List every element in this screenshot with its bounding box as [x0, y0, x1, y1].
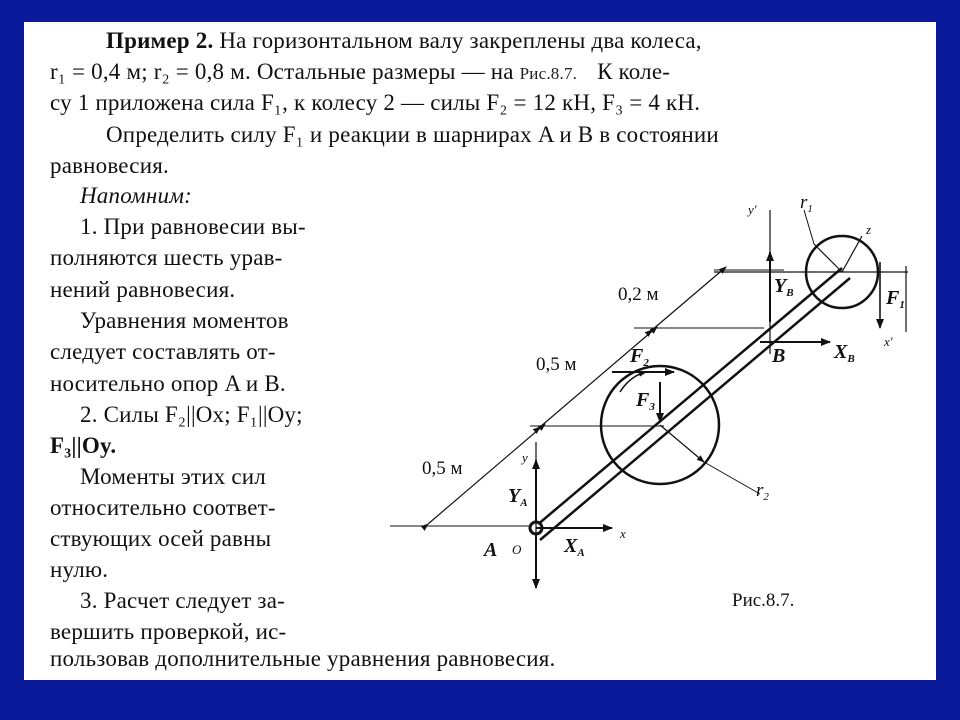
- radius-r1-leader: [804, 210, 814, 244]
- remind-line: ствующих осей равны: [50, 526, 272, 551]
- remind-line: 2. Силы F₂||Ox; F₁||Oy;: [80, 402, 303, 427]
- problem-text-2a: r₁ = 0,4 м; r₂ = 0,8 м. Остальные размеры — на: [50, 59, 514, 84]
- shaft-edge-upper: [530, 268, 842, 531]
- shaft-edge-lower: [540, 278, 850, 540]
- label-yb: $Y_B$: [774, 275, 794, 299]
- dimension-mid: [540, 327, 657, 427]
- label-axis-x: x: [620, 526, 626, 541]
- remind-line: нений равновесия.: [50, 277, 236, 302]
- label-f1: $F_1$: [886, 287, 905, 311]
- remind-line: 3. Расчет следует за-: [80, 588, 285, 613]
- label-dim-low: 0,5 м: [422, 458, 463, 479]
- problem-line-3: су 1 приложена сила F₁, к колесу 2 — силы F₂ = 12 кН, F₃ = 4 кН.: [50, 90, 701, 115]
- problem-figure-ref: Рис.8.7.: [519, 64, 578, 83]
- remind-line: вершить проверкой, ис-: [50, 619, 287, 644]
- label-xb: $X_B$: [834, 341, 855, 365]
- label-point-a: A: [484, 539, 498, 561]
- remind-line: Моменты этих сил: [80, 464, 266, 489]
- remind-last-line: пользовав дополнительные уравнения равновесия.: [50, 646, 556, 671]
- remind-line: относительно соответ-: [50, 495, 276, 520]
- radius-r2: [660, 425, 704, 462]
- problem-text-2b: К коле-: [597, 59, 671, 84]
- label-r2: $r_2$: [756, 480, 769, 503]
- slide-page: [24, 22, 936, 680]
- label-axis-y: y: [522, 450, 528, 465]
- problem-title: Пример 2.: [106, 28, 214, 53]
- remind-line: 1. При равновесии вы-: [80, 214, 306, 239]
- label-f2: $F_2$: [630, 345, 649, 369]
- remind-line: следует составлять от-: [50, 339, 276, 364]
- figure-caption: Рис.8.7.: [732, 590, 795, 611]
- problem-text-1: На горизонтальном валу закреплены два колеса,: [219, 28, 702, 53]
- label-r1: $r_1$: [800, 192, 813, 215]
- radius-r1: [814, 244, 842, 272]
- remind-title: Напомним:: [80, 183, 192, 208]
- axis-z: [842, 236, 862, 272]
- label-axis-x-prime: x′: [884, 334, 893, 349]
- remind-line: носительно опор A и B.: [50, 371, 286, 396]
- problem-line-4: Определить силу F₁ и реакции в шарнирах A и B в состоянии: [106, 122, 719, 147]
- remind-line: F₃||Oy.: [50, 433, 117, 458]
- label-ya: $Y_A$: [508, 485, 528, 509]
- remind-line: полняются шесть урав-: [50, 245, 283, 270]
- shaft-diagram: [24, 22, 936, 680]
- problem-line-5: равновесия.: [50, 153, 169, 178]
- remind-line: Уравнения моментов: [80, 308, 289, 333]
- label-dim-top: 0,2 м: [618, 284, 659, 305]
- label-axis-y-prime: y′: [748, 202, 757, 217]
- dimension-top: [652, 267, 726, 330]
- label-f3: $F_3$: [636, 389, 655, 413]
- remind-line: нулю.: [50, 557, 109, 582]
- radius-r2-leader: [704, 462, 760, 494]
- label-origin-o: O: [512, 542, 522, 557]
- label-axis-z: z: [866, 222, 872, 237]
- label-xa: $X_A$: [564, 535, 585, 559]
- label-dim-mid: 0,5 м: [536, 354, 577, 375]
- label-point-b: B: [772, 345, 786, 367]
